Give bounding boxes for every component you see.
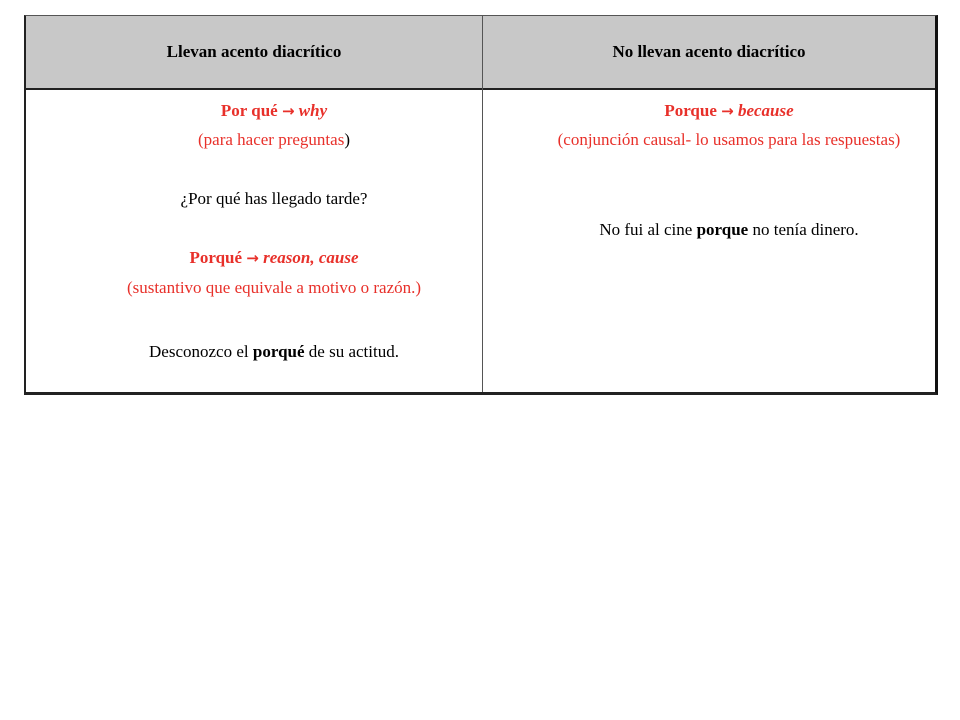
arrow-right-icon: →	[246, 249, 259, 267]
diacritic-table	[24, 15, 938, 395]
porque-conj-heading	[483, 100, 960, 122]
porque-noun-example	[26, 341, 522, 363]
example-text-before: Desconozco el	[149, 342, 253, 361]
por-que-example: ¿Por qué has llegado tarde?	[180, 189, 368, 208]
porque-noun-term: Porqué	[189, 248, 243, 267]
por-que-note-open: (	[198, 130, 204, 149]
por-que-note-close: )	[344, 130, 350, 149]
porque-noun-translation: reason, cause	[263, 248, 359, 267]
example-keyword: porque	[696, 220, 749, 239]
por-que-note	[26, 129, 522, 151]
header-without-accent: No llevan acento diacrítico	[612, 42, 806, 61]
example-keyword: porqué	[252, 342, 305, 361]
por-que-note-text: para hacer preguntas	[203, 130, 345, 149]
porque-conj-translation: because	[737, 101, 794, 120]
header-with-accent: Llevan acento diacrítico	[166, 42, 342, 61]
example-text-after: de su actitud.	[304, 342, 399, 361]
porque-conj-example	[483, 219, 960, 241]
example-text-after: no tenía dinero.	[748, 220, 859, 239]
porque-noun-note: (sustantivo que equivale a motivo o razón.)	[126, 278, 422, 297]
por-que-translation: why	[298, 101, 328, 120]
por-que-term: Por qué	[220, 101, 278, 120]
porque-conj-term: Porque	[664, 101, 717, 120]
porque-noun-heading	[26, 247, 522, 269]
example-text-before: No fui al cine	[599, 220, 697, 239]
por-que-heading	[26, 100, 522, 122]
arrow-right-icon: →	[721, 102, 734, 120]
porque-conj-note: (conjunción causal- lo usamos para las respuestas)	[557, 130, 901, 149]
arrow-right-icon: →	[281, 102, 295, 120]
